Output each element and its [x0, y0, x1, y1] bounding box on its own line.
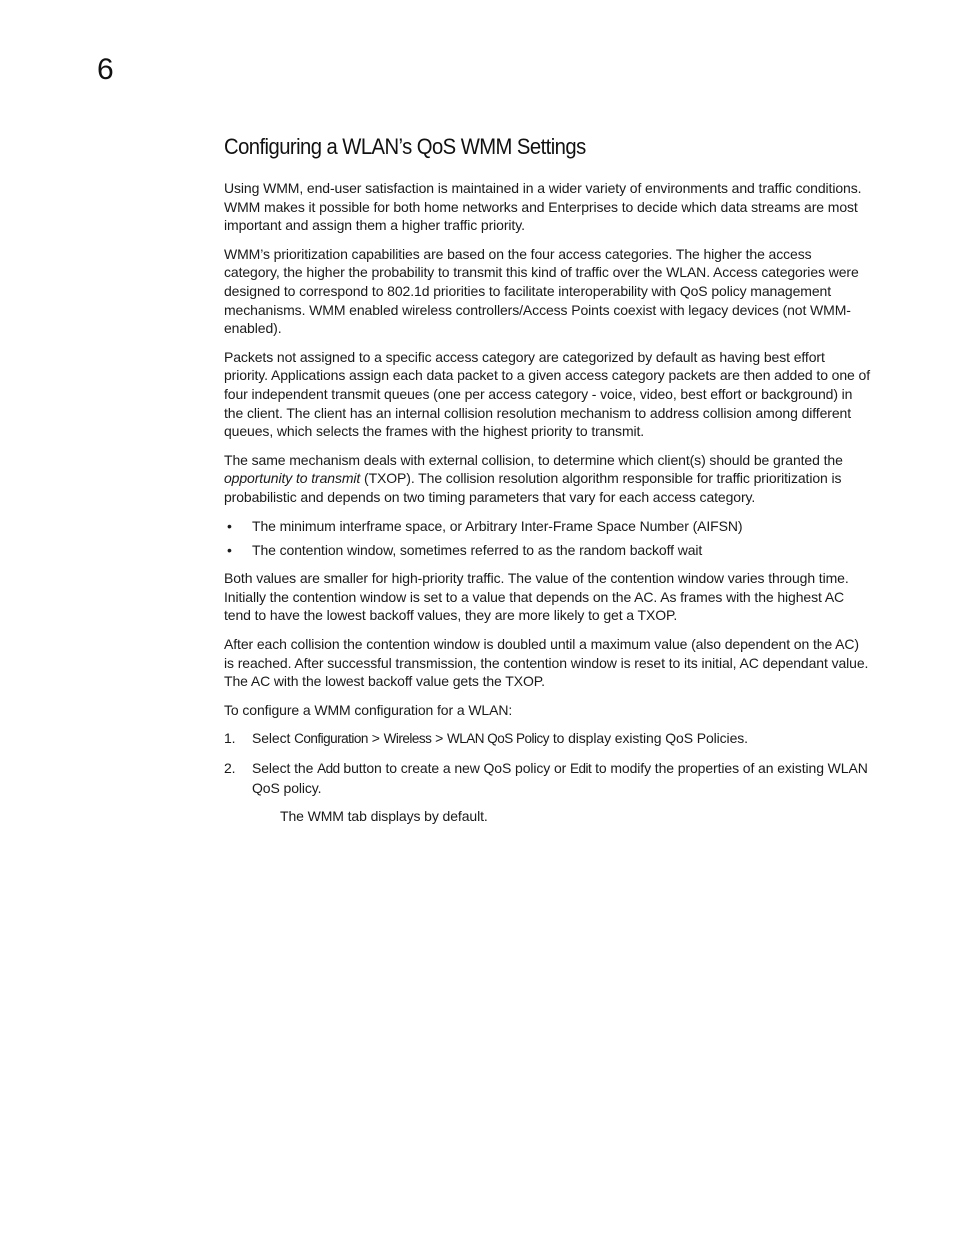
list-item-text: The contention window, sometimes referred to as the random backoff wait [252, 541, 703, 558]
ui-label-add: Add [317, 760, 340, 776]
step-text: button to create a new QoS policy or [339, 759, 571, 776]
step-2 [224, 759, 870, 797]
paragraph-collision: After each collision the contention window is doubled until a maximum value (also dependent on the AC) is reached. After successful transmission, the contention window is reset to its initial, AC dependant value. The AC with the lowest backoff value gets the TXOP. [224, 635, 869, 690]
step-result-note: The WMM tab displays by default. [280, 808, 488, 825]
step-text: to modify the properties of an existing WLAN QoS policy. [252, 759, 868, 796]
mechanism-text-before: The same mechanism deals with external collision, to determine which client(s) should be granted the [224, 451, 843, 468]
ui-label-wireless: Wireless [383, 731, 432, 747]
path-separator: > [367, 730, 384, 747]
page-content [224, 132, 870, 826]
step-1 [224, 729, 870, 749]
step-text: Select [252, 730, 295, 747]
paragraph-configure-intro: To configure a WMM configuration for a WLAN: [224, 701, 513, 718]
section-title: Configuring a WLAN’s QoS WMM Settings [224, 134, 586, 159]
step-number: 2. [224, 759, 236, 776]
procedure-steps [224, 729, 870, 797]
step-text: to display existing QoS Policies. [549, 730, 748, 747]
paragraph-prioritization: WMM’s prioritization capabilities are based on the four access categories. The higher the access category, the higher the probability to transmit this kind of traffic over the WLAN. Access categories were designed to correspond to 802.1d priorities to facilitate interoperability with QoS policy management mechanisms. WMM enabled wireless controllers/Access Points coexist with legacy devices (not WMM-enabled). [224, 245, 859, 337]
list-item [224, 517, 870, 536]
path-separator: > [431, 730, 447, 747]
list-item-text: The minimum interframe space, or Arbitrary Inter-Frame Space Number (AIFSN) [252, 517, 743, 534]
paragraph-wmm-intro: Using WMM, end-user satisfaction is maintained in a wider variety of environments and traffic conditions. WMM makes it possible for both home networks and Enterprises to decide which data streams are most important and assign them a higher traffic priority. [224, 180, 862, 234]
mechanism-text-after: (TXOP). The collision resolution algorithm responsible for traffic prioritization is probabilistic and depends on two timing parameters that vary for each access category. [224, 470, 842, 505]
paragraph-packets: Packets not assigned to a specific access category are categorized by default as having best effort priority. Applications assign each data packet to a given access category packets are then added to one of four independent transmit queues (one per access category - voice, video, best effort or background) in the client. The client has an internal collision resolution mechanism to address collision among different queues, which selects the frames with the highest priority to transmit. [224, 348, 870, 440]
timing-parameter-list [224, 517, 870, 560]
chapter-number: 6 [97, 53, 114, 86]
bullet-glyph: • [227, 541, 232, 558]
bullet-glyph: • [227, 517, 232, 534]
ui-label-wlan-qos-policy: WLAN QoS Policy [447, 731, 550, 747]
step-number: 1. [224, 730, 236, 747]
paragraph-values: Both values are smaller for high-priority traffic. The value of the contention window varies through time. Initially the contention window is set to a value that depends on the AC. As frames with the highest AC tend to have the lowest backoff values, they are more likely to get a TXOP. [224, 570, 849, 624]
ui-label-configuration: Configuration [294, 731, 368, 747]
paragraph-mechanism [224, 451, 870, 507]
step-text: Select the [252, 759, 318, 776]
ui-label-edit: Edit [570, 760, 592, 776]
mechanism-italic-term: opportunity to transmit [224, 470, 361, 487]
list-item [224, 541, 870, 560]
